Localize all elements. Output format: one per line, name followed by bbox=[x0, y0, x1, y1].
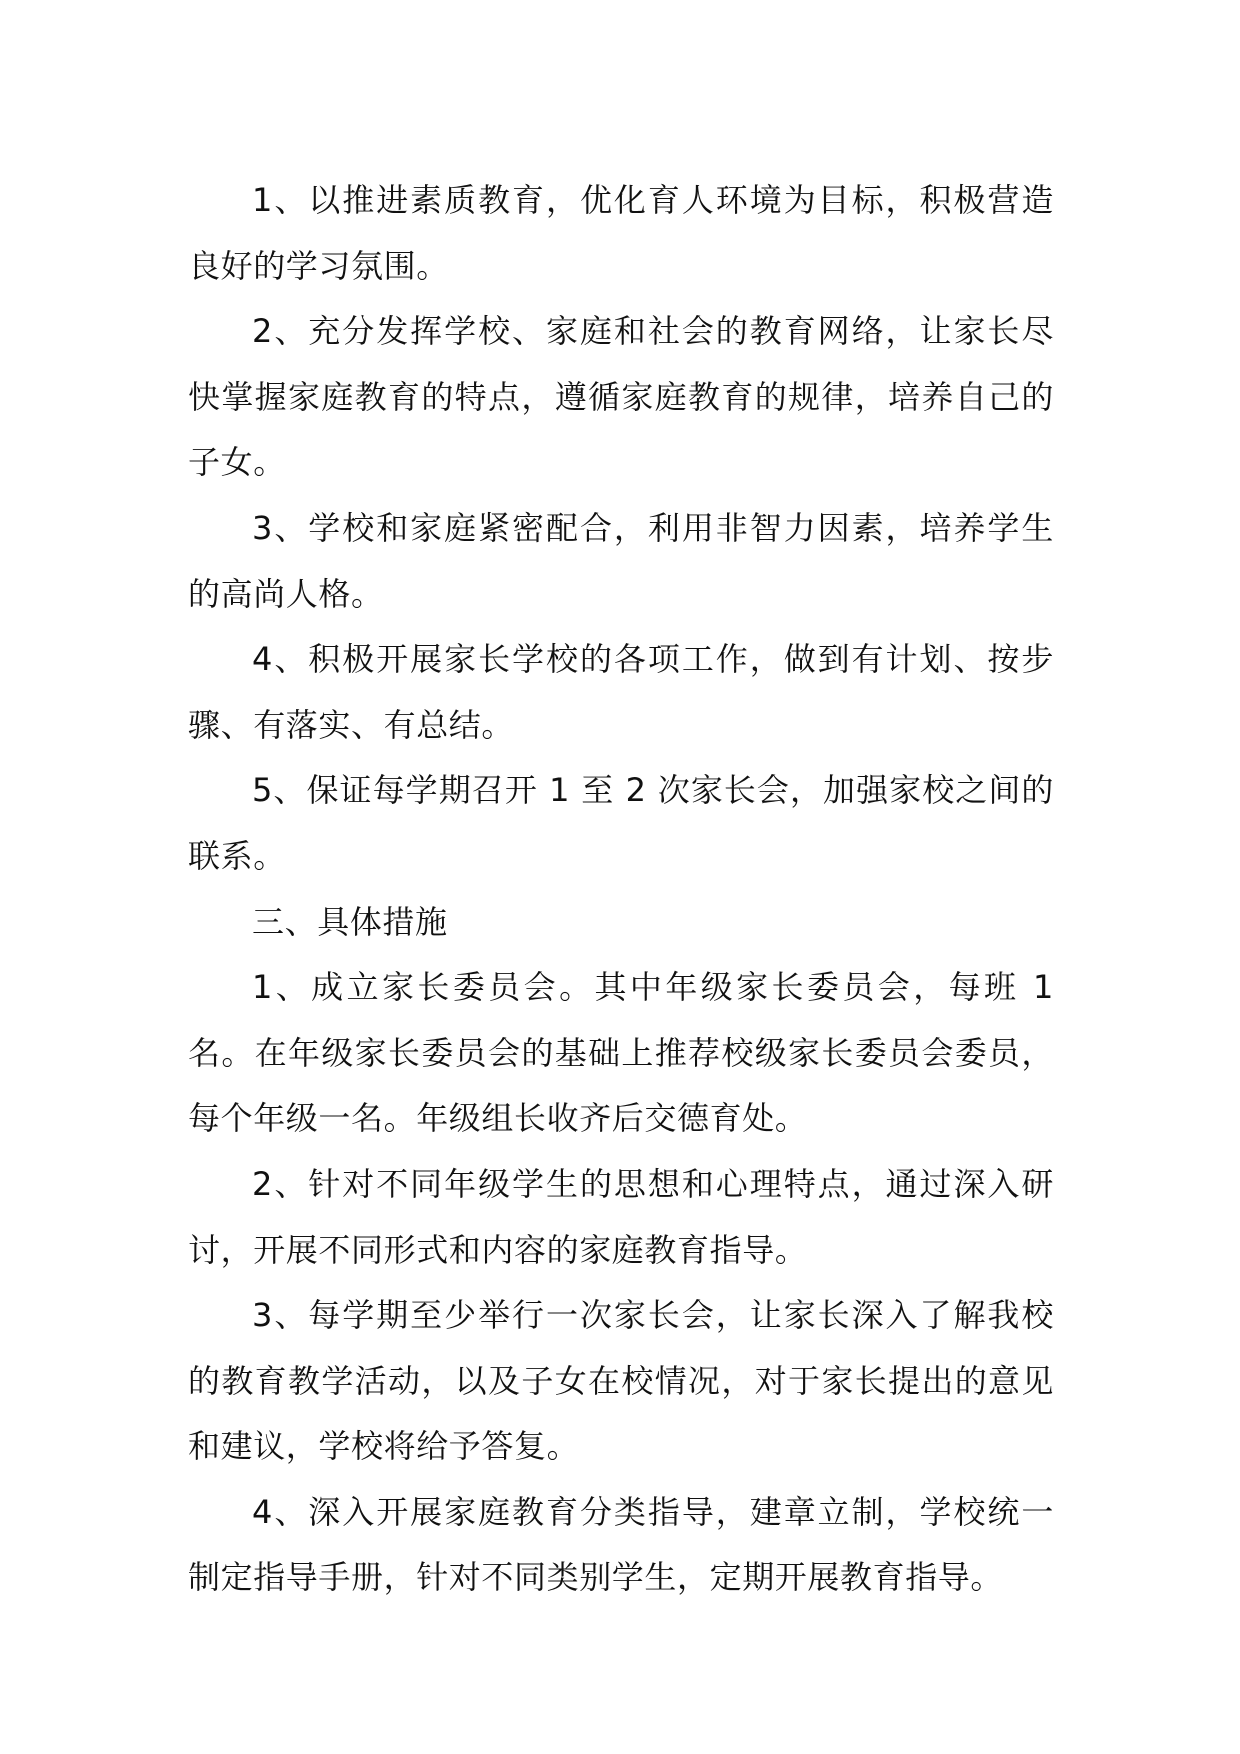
measure-item-1: 1、成立家长委员会。其中年级家长委员会，每班 1 名。在年级家长委员会的基础上推荐校级家长委员会委员，每个年级一名。年级组长收齐后交德育处。 bbox=[188, 968, 1054, 1138]
goal-item-1: 1、以推进素质教育，优化育人环境为目标，积极营造良好的学习氛围。 bbox=[188, 181, 1054, 285]
goal-item-4: 4、积极开展家长学校的各项工作，做到有计划、按步骤、有落实、有总结。 bbox=[188, 640, 1054, 744]
goal-item-5: 5、保证每学期召开 1 至 2 次家长会，加强家校之间的联系。 bbox=[188, 771, 1054, 875]
goal-item-3: 3、学校和家庭紧密配合，利用非智力因素，培养学生的高尚人格。 bbox=[188, 508, 1054, 613]
measure-item-4: 4、深入开展家庭教育分类指导，建章立制，学校统一制定指导手册，针对不同类别学生，定期开展教育指导。 bbox=[188, 1492, 1054, 1597]
measure-item-3: 3、每学期至少举行一次家长会，让家长深入了解我校的教育教学活动，以及子女在校情况，对于家长提出的意见和建议，学校将给予答复。 bbox=[188, 1296, 1054, 1466]
measure-item-2: 2、针对不同年级学生的思想和心理特点，通过深入研讨，开展不同形式和内容的家庭教育指导。 bbox=[188, 1164, 1054, 1269]
section-heading-measures: 三、具体措施 bbox=[252, 902, 448, 941]
document-body bbox=[188, 168, 1054, 1611]
goal-item-2: 2、充分发挥学校、家庭和社会的教育网络，让家长尽快掌握家庭教育的特点，遵循家庭教育的规律，培养自己的子女。 bbox=[188, 312, 1054, 482]
